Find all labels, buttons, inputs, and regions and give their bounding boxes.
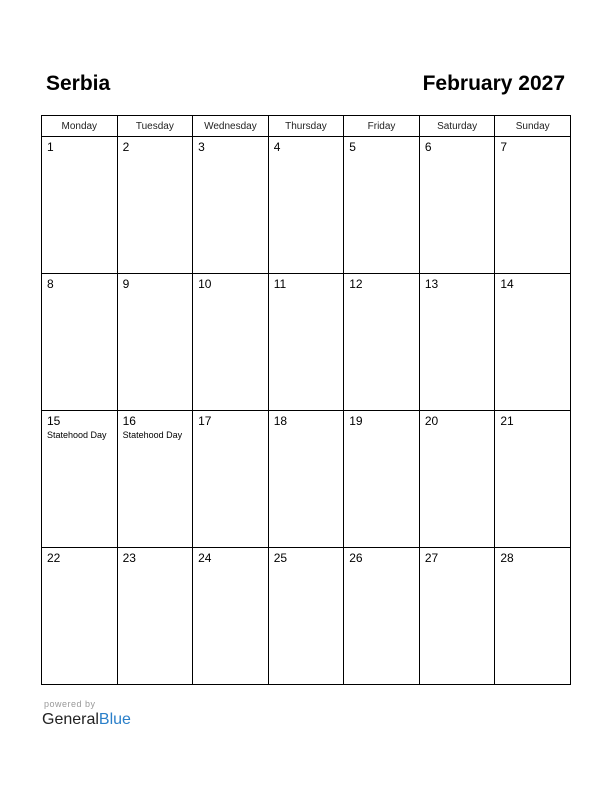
day-number: 18 (273, 414, 288, 428)
weekday-sunday: Sunday (495, 116, 571, 137)
day-number: 4 (273, 140, 281, 154)
day-cell (268, 137, 344, 274)
day-cell (193, 274, 269, 411)
day-number: 3 (198, 140, 205, 154)
weekday-friday: Friday (344, 116, 420, 137)
day-cell (495, 548, 571, 685)
day-cell (419, 137, 495, 274)
day-number: 12 (349, 277, 363, 291)
day-cell (193, 548, 269, 685)
weekday-wednesday: Wednesday (193, 116, 269, 137)
day-number: 21 (500, 414, 514, 428)
day-number: 11 (273, 277, 287, 291)
day-cell (344, 274, 420, 411)
day-cell (419, 411, 495, 548)
day-number: 13 (424, 277, 439, 291)
day-cell (42, 137, 118, 274)
week-row (42, 137, 571, 274)
day-cell (42, 274, 118, 411)
day-number: 24 (198, 551, 212, 565)
brand-name-part1: General (42, 711, 99, 728)
day-number: 2 (122, 140, 130, 154)
day-number: 14 (500, 277, 514, 291)
powered-by-label: powered by (44, 699, 96, 709)
day-number: 19 (349, 414, 363, 428)
country-title: Serbia (46, 72, 111, 95)
day-cell (268, 548, 344, 685)
day-number: 17 (198, 414, 212, 428)
day-number: 25 (273, 551, 288, 565)
day-cell (495, 137, 571, 274)
day-cell (117, 274, 193, 411)
month-year-title: February 2027 (422, 72, 565, 95)
day-number: 27 (424, 551, 439, 565)
day-number: 5 (349, 140, 356, 154)
day-cell (42, 411, 118, 548)
weekday-monday: Monday (42, 116, 118, 137)
day-cell (344, 137, 420, 274)
brand-name-part2: Blue (98, 711, 131, 728)
day-number: 1 (47, 140, 54, 154)
day-cell (268, 274, 344, 411)
day-cell (117, 137, 193, 274)
day-cell (495, 411, 571, 548)
day-cell (193, 411, 269, 548)
brand-logo[interactable] (42, 710, 131, 730)
day-number: 28 (500, 551, 514, 565)
day-cell (419, 274, 495, 411)
calendar-grid (41, 115, 571, 685)
day-number: 22 (47, 551, 61, 565)
week-row (42, 274, 571, 411)
day-number: 9 (122, 277, 130, 291)
day-number: 8 (47, 277, 54, 291)
day-cell (42, 548, 118, 685)
day-cell (268, 411, 344, 548)
day-number: 20 (424, 414, 439, 428)
weekday-header-row (42, 116, 571, 137)
day-number: 15 (47, 414, 61, 428)
day-number: 7 (500, 140, 508, 154)
week-row (42, 548, 571, 685)
week-row (42, 411, 571, 548)
day-cell (344, 411, 420, 548)
weekday-saturday: Saturday (419, 116, 495, 137)
day-number: 6 (424, 140, 432, 154)
day-cell (193, 137, 269, 274)
day-cell (495, 274, 571, 411)
day-number: 23 (122, 551, 136, 565)
day-cell (117, 548, 193, 685)
weekday-thursday: Thursday (268, 116, 344, 137)
holiday-label: Statehood Day (47, 430, 107, 440)
day-number: 26 (349, 551, 363, 565)
day-cell (419, 548, 495, 685)
day-cell (344, 548, 420, 685)
day-number: 16 (122, 414, 136, 428)
holiday-label: Statehood Day (122, 430, 183, 440)
day-number: 10 (198, 277, 212, 291)
weekday-tuesday: Tuesday (117, 116, 193, 137)
day-cell (117, 411, 193, 548)
